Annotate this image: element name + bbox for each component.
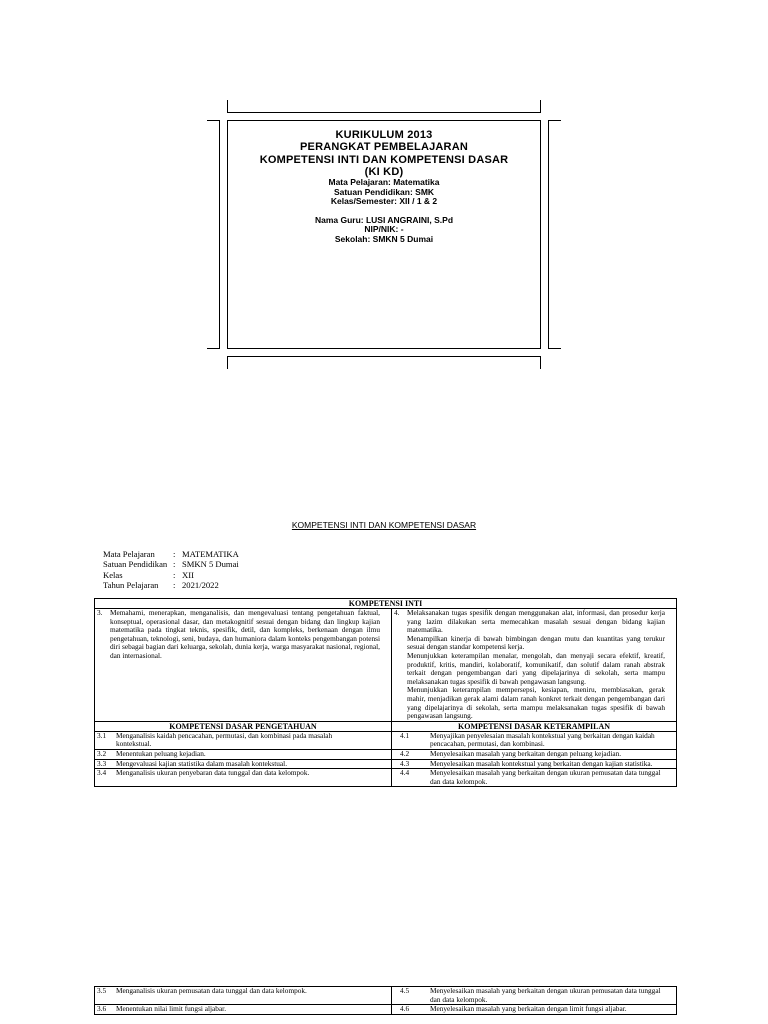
frame-line [227,280,228,281]
info-colon: : [173,549,176,559]
kd-header-right: KOMPETENSI DASAR KETERAMPILAN [392,721,677,731]
ki-header: KOMPETENSI INTI [95,599,677,609]
kd-number: 4.1 [400,730,410,740]
cover-subject: Mata Pelajaran: Matematika [328,177,440,188]
ki-left-number: 3. [97,608,103,617]
frame-line [549,120,561,121]
kd-text: Menentukan nilai limit fungsi aljabar. [116,1004,227,1014]
kd-number: 3.6 [97,1004,107,1014]
frame-line [227,348,541,349]
kd-number: 4.6 [400,1004,410,1014]
kd-cell [392,749,677,759]
kd-cell [95,769,392,787]
info-colon: : [173,559,176,570]
kd-text: Menyelesaikan masalah yang berkaitan dengan ukuran pemusatan data tunggal dan data kelompok. [430,768,661,786]
kd-cell [392,731,677,749]
table-row [95,769,677,787]
frame-line [227,112,541,113]
cover-unit: Satuan Pendidikan: SMK [333,186,435,197]
ki-right-text [407,609,665,721]
info-label: Satuan Pendidikan [103,559,168,570]
kd-text: Menganalisis ukuran penyebaran data tunggal dan data kelompok. [116,768,310,778]
table-row [95,1005,677,1015]
info-value: XII [182,569,194,580]
kd-number: 3.4 [97,768,107,778]
info-row [103,559,239,569]
ki-right-p4: Menunjukkan keterampilan mempersepsi, kesiapan, meniru, membiasakan, gerak mahir, menjadikan gerak alami dalam ranah konkret terkait dengan pengembangan dari yang dipelajarinya di sekolah, serta mampu melaksanakan tugas spesifik di bawah pengawasan langsung. [407,685,665,721]
info-label: Tahun Pelajaran [103,579,159,590]
frame-line [227,356,541,357]
kd-cell [95,731,392,749]
frame-line [227,357,228,369]
cover-text [219,129,549,244]
cover-abbrev: (KI KD) [364,165,404,178]
ki-right-cell [392,609,677,722]
frame-line [540,357,541,369]
kd-number: 4.3 [400,758,410,768]
ki-right-p3: Menunjukkan keterampilan menalar, mengolah, dan menyaji secara efektif, kreatif, produktif, kritis, mandiri, kolaboratif, komunikatif, dan solutif dalam ranah abstrak terkait dengan pengembangan dari yang dipelajarinya di sekolah, serta mampu melaksanakan tugas spesifik di bawah pengawasan langsung. [407,650,665,686]
cover-school: Sekolah: SMKN 5 Dumai [334,233,434,244]
info-value: SMKN 5 Dumai [182,559,239,570]
kd-cell [95,987,392,1005]
cover-heading: KOMPETENSI INTI DAN KOMPETENSI DASAR [259,153,509,166]
kd-header-left: KOMPETENSI DASAR PENGETAHUAN [95,721,392,731]
kd-table-continued [94,986,677,1015]
table-row [95,599,677,609]
frame-line [207,348,219,349]
kd-cell [392,769,677,787]
kd-text: Menyelesaikan masalah yang berkaitan dengan peluang kejadian. [430,748,622,758]
ki-right-p2: Menampilkan kinerja di bawah bimbingan dengan mutu dan kuantitas yang terukur sesuai dengan standar kompetensi kerja. [407,633,665,652]
cover-class: Kelas/Semester: XII / 1 & 2 [330,196,438,207]
kd-number: 3.1 [97,730,107,740]
table-row [95,721,677,731]
kd-number: 3.5 [97,986,107,995]
info-colon: : [173,579,176,590]
table-row [95,731,677,749]
info-label: Kelas [103,569,123,580]
frame-line [227,120,541,121]
kd-cell [95,749,392,759]
ki-kd-table [94,598,677,787]
info-label: Mata Pelajaran [103,549,155,559]
kd-text: Menganalisis kaidah pencacahan, permutasi, dan kombinasi pada masalah kontekstual. [116,730,333,749]
cover-teacher: Nama Guru: LUSI ANGRAINI, S.Pd [314,214,454,225]
info-value: MATEMATIKA [182,549,239,559]
section-title: KOMPETENSI INTI DAN KOMPETENSI DASAR [291,520,477,530]
kd-text: Menentukan peluang kejadian. [116,748,206,758]
cover-title: KURIKULUM 2013 [335,129,433,141]
kd-cell [95,1005,392,1015]
table-row [95,749,677,759]
frame-line [549,348,561,349]
kd-number: 4.5 [400,986,410,995]
kd-text: Menyelesaikan masalah yang berkaitan dengan ukuran pemusatan data tunggal dan data kelompok. [430,986,661,1004]
ki-left-text: Memahami, menerapkan, menganalisis, dan mengevaluasi tentang pengetahuan faktual, konseptual, operasional dasar, dan metakognitif sesuai dengan bidang dan lingkup kajian matematika pada tingkat teknis, spesifik, detil, dan kompleks, berkenaan dengan ilmu pengetahuan, teknologi, seni, budaya, dan humaniora dalam konteks pengembangan potensi diri sebagai bagian dari keluarga, sekolah, dunia kerja, warga masyarakat nasional, regional, dan internasional. [110,608,380,660]
cover-subtitle: PERANGKAT PEMBELAJARAN [300,141,468,154]
info-row [103,570,239,580]
info-row [103,549,239,559]
info-value: 2021/2022 [182,579,219,590]
info-block [103,549,239,590]
kd-number: 3.3 [97,758,107,768]
kd-text: Menyajikan penyelesaian masalah kontekstual yang berkaitan dengan kaidah pencacahan, permutasi, dan kombinasi. [430,730,655,749]
info-row [103,580,239,590]
kd-text: Menganalisis ukuran pemusatan data tunggal dan data kelompok. [116,986,307,995]
kd-text: Menyelesaikan masalah kontekstual yang berkaitan dengan kajian statistika. [430,758,653,768]
frame-line [540,100,541,112]
kd-cell [392,987,677,1005]
kd-number: 4.2 [400,748,410,758]
ki-left-cell [95,609,392,722]
frame-line [207,120,219,121]
kd-number: 3.2 [97,748,107,758]
info-colon: : [173,569,176,580]
ki-right-number: 4. [394,608,400,617]
ki-right-p1: Melaksanakan tugas spesifik dengan menggunakan alat, informasi, dan prosedur kerja yang lazim dilakukan serta memecahkan masalah sesuai dengan bidang kajian matematika. [407,608,665,635]
table-row [95,609,677,722]
kd-text: Menyelesaikan masalah yang berkaitan dengan limit fungsi aljabar. [430,1004,627,1014]
table-row [95,987,677,1005]
frame-line [227,100,228,112]
kd-text: Mengevaluasi kajian statistika dalam masalah kontekstual. [116,758,288,768]
kd-number: 4.4 [400,768,410,778]
kd-cell [392,1005,677,1015]
cover-nip: NIP/NIK: - [364,224,404,235]
cover-frame [219,112,549,357]
